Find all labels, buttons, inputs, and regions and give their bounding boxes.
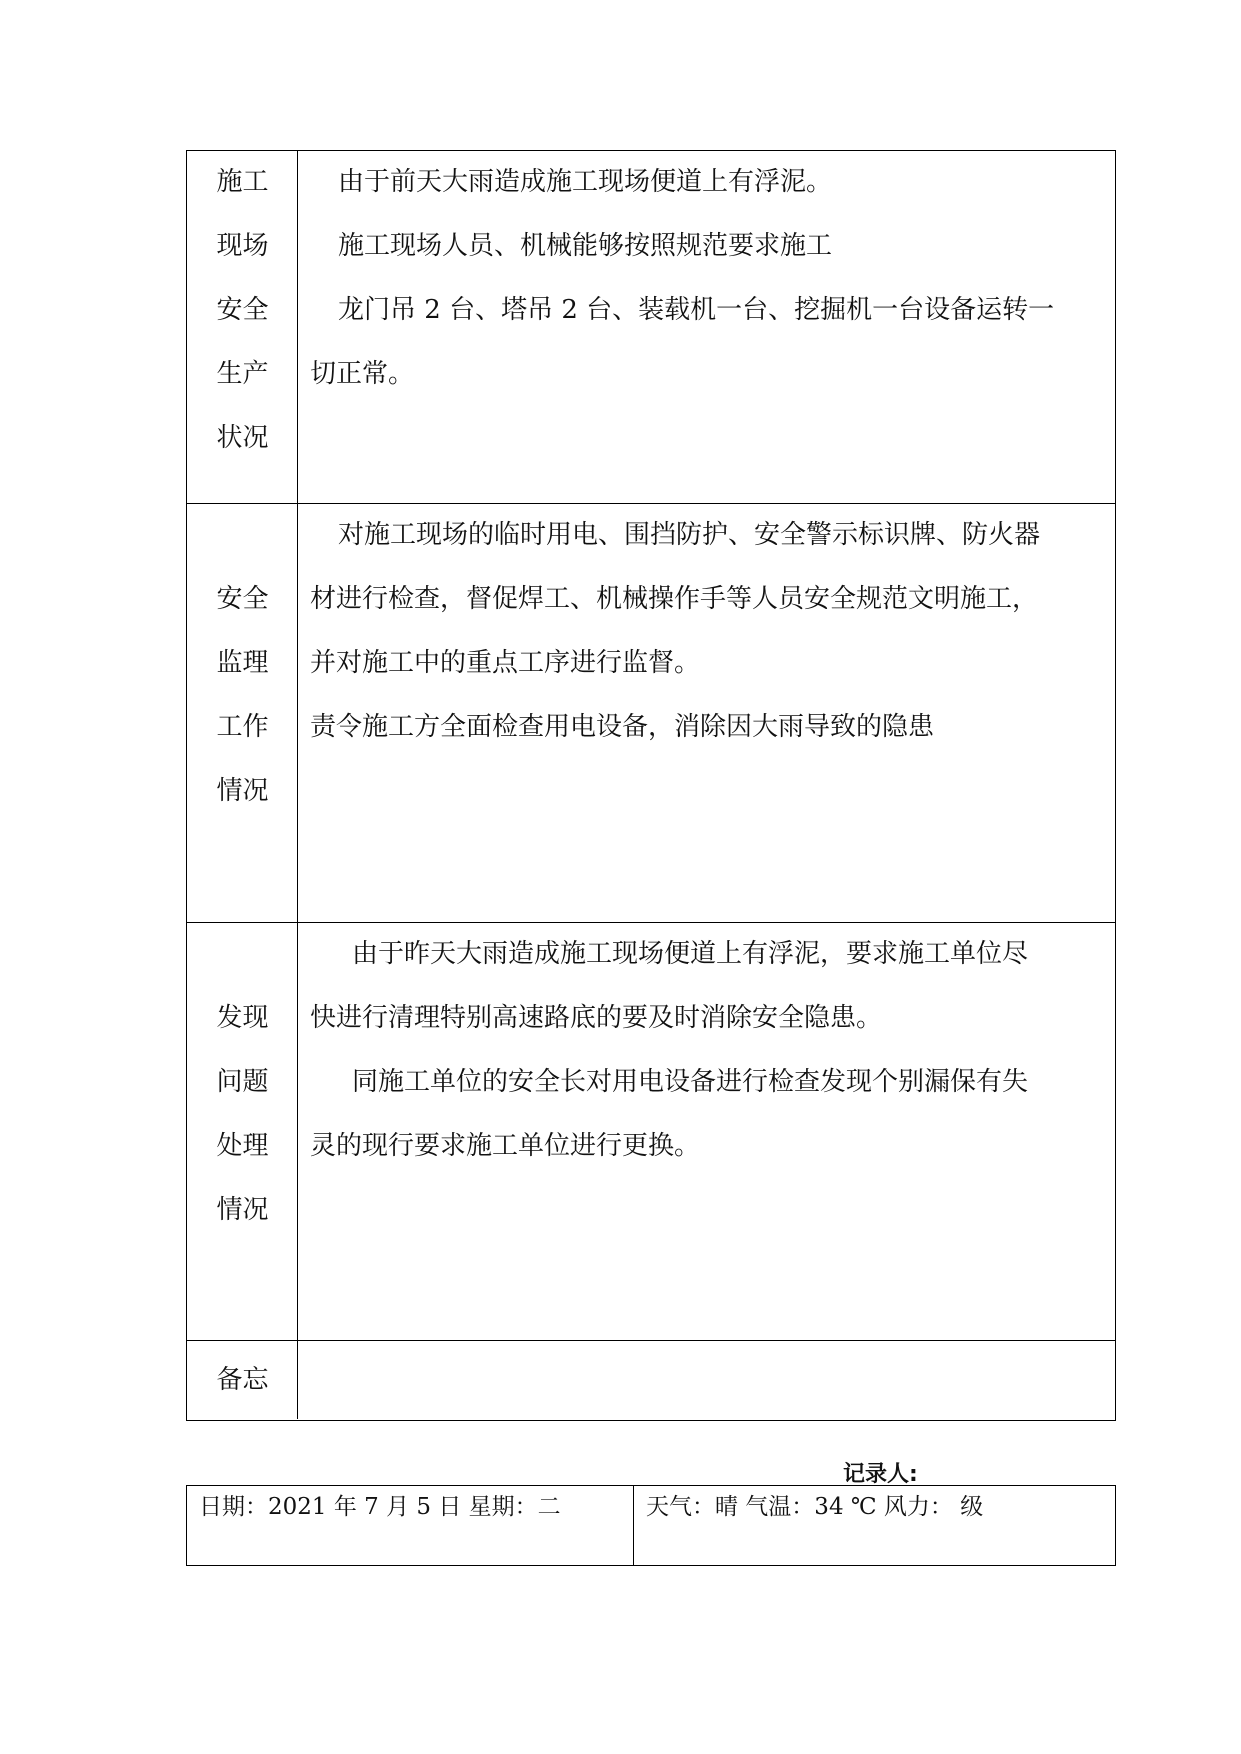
content-line: 施工现场人员、机械能够按照规范要求施工 [338, 231, 833, 261]
label-line: 情况 [216, 1195, 269, 1225]
weather-cell [634, 1486, 1115, 1565]
content-line: 由于昨天大雨造成施工现场便道上有浮泥，要求施工单位尽 [352, 939, 1029, 969]
section-issue-handling [187, 923, 1115, 1341]
label-line: 处理 [216, 1131, 269, 1161]
section-supervision-work [187, 504, 1115, 923]
label-line: 安全 [216, 584, 269, 614]
content-line: 并对施工中的重点工序进行监督。 [310, 648, 701, 678]
section-content [298, 504, 1115, 922]
section-content [298, 151, 1115, 503]
content-line: 责令施工方全面检查用电设备，消除因大雨导致的隐患 [310, 712, 935, 742]
footer-table [186, 1485, 1116, 1566]
content-line: 由于前天大雨造成施工现场便道上有浮泥。 [338, 167, 833, 197]
date-cell [187, 1486, 634, 1565]
memo-content [298, 1341, 1115, 1419]
section-content [298, 923, 1115, 1340]
log-table [186, 150, 1116, 1421]
weather-text: 天气：晴 气温：34 ℃ 风力： 级 [646, 1494, 984, 1520]
section-memo [187, 1341, 1115, 1419]
section-site-safety [187, 151, 1115, 504]
content-line: 同施工单位的安全长对用电设备进行检查发现个别漏保有失 [352, 1067, 1029, 1097]
label-line: 备忘 [216, 1365, 269, 1395]
label-line: 情况 [216, 776, 269, 806]
section-label [187, 151, 298, 503]
label-line: 工作 [216, 712, 269, 742]
label-line: 发现 [216, 1003, 269, 1033]
content-line: 材进行检查，督促焊工、机械操作手等人员安全规范文明施工， [310, 584, 1039, 614]
label-line: 状况 [216, 423, 269, 453]
label-line: 安全 [216, 295, 269, 325]
recorder-label: 记录人: [843, 1462, 918, 1487]
content-line: 龙门吊 2 台、塔吊 2 台、装载机一台、挖掘机一台设备运转一 [338, 295, 1055, 325]
section-label [187, 1341, 298, 1419]
label-line: 生产 [216, 359, 269, 389]
content-line: 快进行清理特别高速路底的要及时消除安全隐患。 [310, 1003, 883, 1033]
date-text: 日期：2021 年 7 月 5 日 星期：二 [199, 1494, 561, 1520]
label-line: 问题 [216, 1067, 269, 1097]
content-line: 灵的现行要求施工单位进行更换。 [310, 1131, 701, 1161]
section-label [187, 923, 298, 1340]
label-line: 现场 [216, 231, 269, 261]
label-line: 施工 [216, 167, 269, 197]
content-line: 对施工现场的临时用电、围挡防护、安全警示标识牌、防火器 [338, 520, 1041, 550]
label-line: 监理 [216, 648, 269, 678]
section-label [187, 504, 298, 922]
content-line: 切正常。 [310, 359, 415, 389]
